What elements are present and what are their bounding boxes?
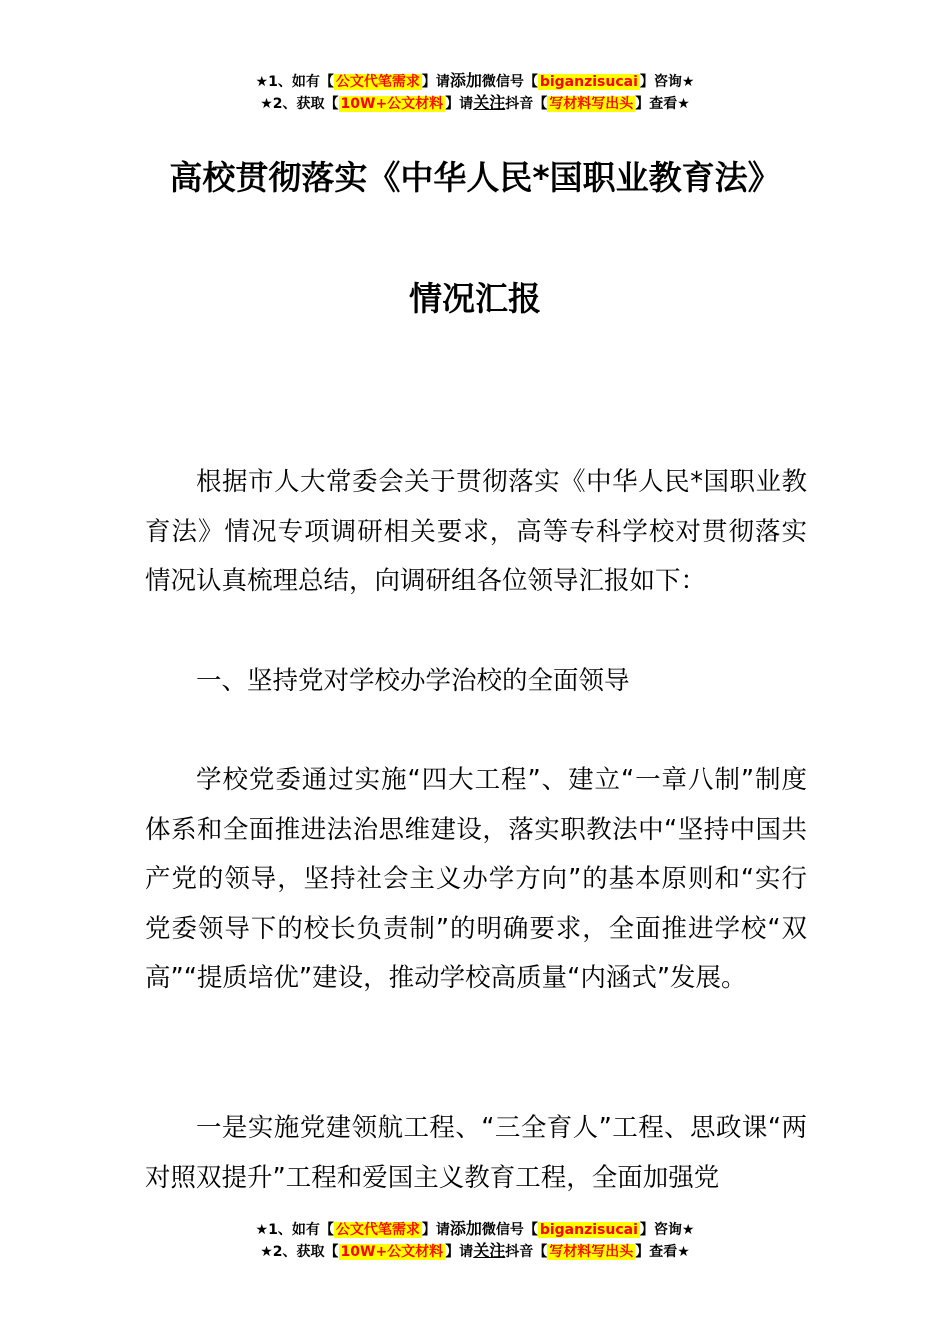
section-heading: 一、坚持党对学校办学治校的全面领导 xyxy=(196,666,630,696)
promo-text: ★2、获取【 xyxy=(260,1244,339,1260)
body-paragraph: 学校党委通过实施“四大工程”、建立“一章八制”制度体系和全面推进法治思维建设，落实职教法中“坚持中国共产党的领导，坚持社会主义办学方向”的基本原则和“实行党委领导下的校长负责制”的明确要求，全面推进学校“双高”“提质培优”建设，推动学校高质量“内涵式”发展。 xyxy=(145,765,807,993)
promo-highlight: 公文代笔需求 xyxy=(335,1222,420,1238)
promo-line-2 xyxy=(0,1240,950,1262)
promo-text: 】请 xyxy=(421,1222,450,1238)
promo-line-1 xyxy=(0,70,950,92)
promo-emphasis: 添加 xyxy=(449,1219,482,1238)
promo-text: 抖音【 xyxy=(505,1244,548,1260)
document-title-continued: 情况汇报 xyxy=(409,279,541,318)
promo-text: ★1、如有【 xyxy=(255,74,334,90)
promo-text: 微信号【 xyxy=(481,1222,538,1238)
promo-emphasis: 关注 xyxy=(473,93,506,112)
document-title: 高校贯彻落实《中华人民*国职业教育法》 xyxy=(169,158,781,197)
promo-text: 】咨询★ xyxy=(639,1222,695,1238)
promo-highlight: biganzisucai xyxy=(539,74,638,90)
promo-highlight: 10W+公文材料 xyxy=(340,96,444,112)
promo-text: 微信号【 xyxy=(481,74,538,90)
promo-emphasis: 添加 xyxy=(449,71,482,90)
promo-text: 】查看★ xyxy=(635,1244,690,1260)
promo-text: 】请 xyxy=(445,1244,474,1260)
body-paragraph: 一是实施党建领航工程、“三全育人”工程、思政课“两对照双提升”工程和爱国主义教育工程，全面加强党 xyxy=(145,1113,807,1193)
promo-highlight: 公文代笔需求 xyxy=(335,74,420,90)
promo-text: 】咨询★ xyxy=(639,74,695,90)
promo-emphasis: 关注 xyxy=(473,1241,506,1260)
promo-text: ★1、如有【 xyxy=(255,1222,334,1238)
promo-highlight: 写材料写出头 xyxy=(549,96,634,112)
promo-line-1 xyxy=(0,1218,950,1240)
promo-text: 】请 xyxy=(445,96,474,112)
promo-highlight: biganzisucai xyxy=(539,1222,638,1238)
promo-text: 抖音【 xyxy=(505,96,548,112)
top-promo-banner xyxy=(0,70,950,114)
promo-line-2 xyxy=(0,92,950,114)
promo-highlight: 10W+公文材料 xyxy=(340,1244,444,1260)
promo-text: 】查看★ xyxy=(635,96,690,112)
bottom-promo-banner xyxy=(0,1218,950,1262)
promo-text: 】请 xyxy=(421,74,450,90)
promo-text: ★2、获取【 xyxy=(260,96,339,112)
body-paragraph: 根据市人大常委会关于贯彻落实《中华人民*国职业教育法》情况专项调研相关要求，高等专科学校对贯彻落实情况认真梳理总结，向调研组各位领导汇报如下： xyxy=(145,467,807,596)
promo-highlight: 写材料写出头 xyxy=(549,1244,634,1260)
